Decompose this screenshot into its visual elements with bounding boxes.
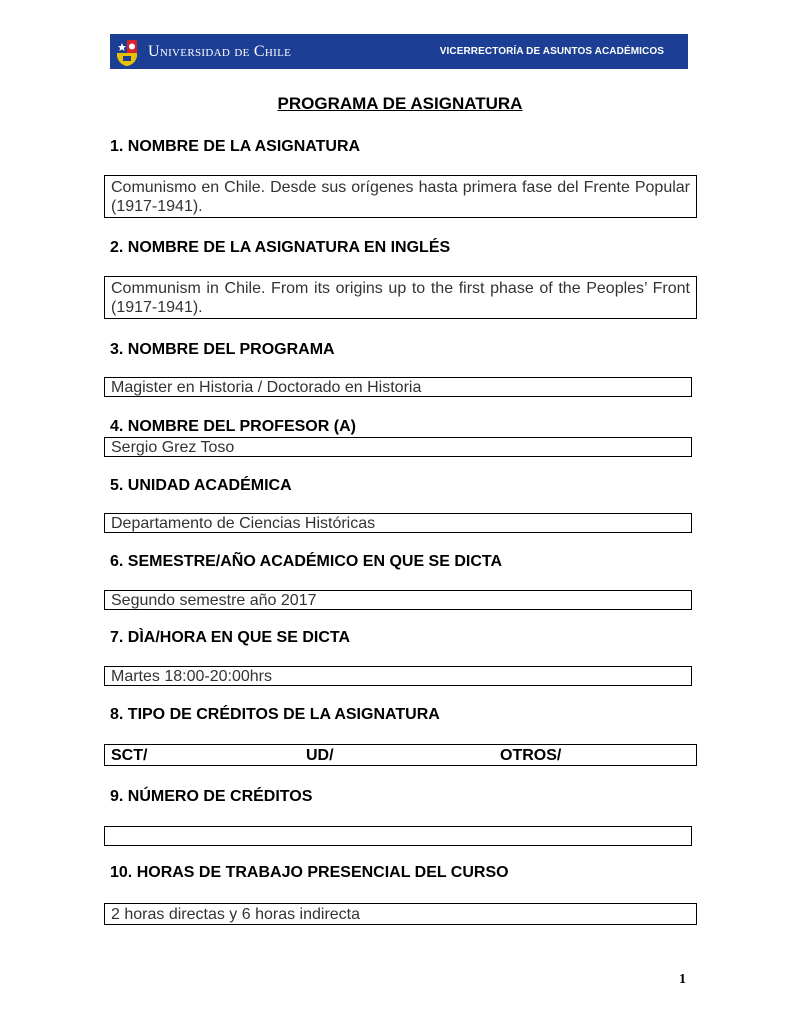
header-banner <box>110 34 688 69</box>
section-9-field <box>104 826 692 846</box>
university-crest-icon <box>114 37 140 67</box>
section-8-heading: 8. TIPO DE CRÉDITOS DE LA ASIGNATURA <box>110 706 440 723</box>
section-4-field: Sergio Grez Toso <box>104 437 692 457</box>
section-1-field: Comunismo en Chile. Desde sus orígenes hasta primera fase del Frente Popular (1917-1941). <box>104 175 697 218</box>
university-logo <box>110 34 291 69</box>
credit-types-row <box>104 744 697 766</box>
section-7-field: Martes 18:00-20:00hrs <box>104 666 692 686</box>
credit-sct-label: SCT/ <box>111 747 148 764</box>
credit-ud-label: UD/ <box>306 747 334 764</box>
section-10-heading: 10. HORAS DE TRABAJO PRESENCIAL DEL CURSO <box>110 864 509 881</box>
section-3-field: Magister en Historia / Doctorado en Historia <box>104 377 692 397</box>
section-4-heading: 4. NOMBRE DEL PROFESOR (A) <box>110 418 356 435</box>
section-5-field: Departamento de Ciencias Históricas <box>104 513 692 533</box>
university-name: Universidad de Chile <box>148 42 292 60</box>
page-number: 1 <box>679 972 686 987</box>
document-title: PROGRAMA DE ASIGNATURA <box>277 94 523 113</box>
section-2-heading: 2. NOMBRE DE LA ASIGNATURA EN INGLÉS <box>110 239 451 256</box>
section-7-heading: 7. DÌA/HORA EN QUE SE DICTA <box>110 629 351 646</box>
section-10-field: 2 horas directas y 6 horas indirecta <box>104 903 697 925</box>
section-3-heading: 3. NOMBRE DEL PROGRAMA <box>110 341 335 358</box>
section-6-field: Segundo semestre año 2017 <box>104 590 692 610</box>
section-9-heading: 9. NÚMERO DE CRÉDITOS <box>110 788 313 805</box>
section-2-field: Communism in Chile. From its origins up to the first phase of the Peoples’ Front (1917-1941). <box>104 276 697 319</box>
section-5-heading: 5. UNIDAD ACADÉMICA <box>110 477 292 494</box>
section-1-heading: 1. NOMBRE DE LA ASIGNATURA <box>110 138 361 155</box>
vicerrectoria-label: VICERRECTORÍA DE ASUNTOS ACADÉMICOS <box>439 46 664 57</box>
section-6-heading: 6. SEMESTRE/AÑO ACADÉMICO EN QUE SE DICTA <box>110 553 503 570</box>
credit-otros-label: OTROS/ <box>500 747 562 764</box>
